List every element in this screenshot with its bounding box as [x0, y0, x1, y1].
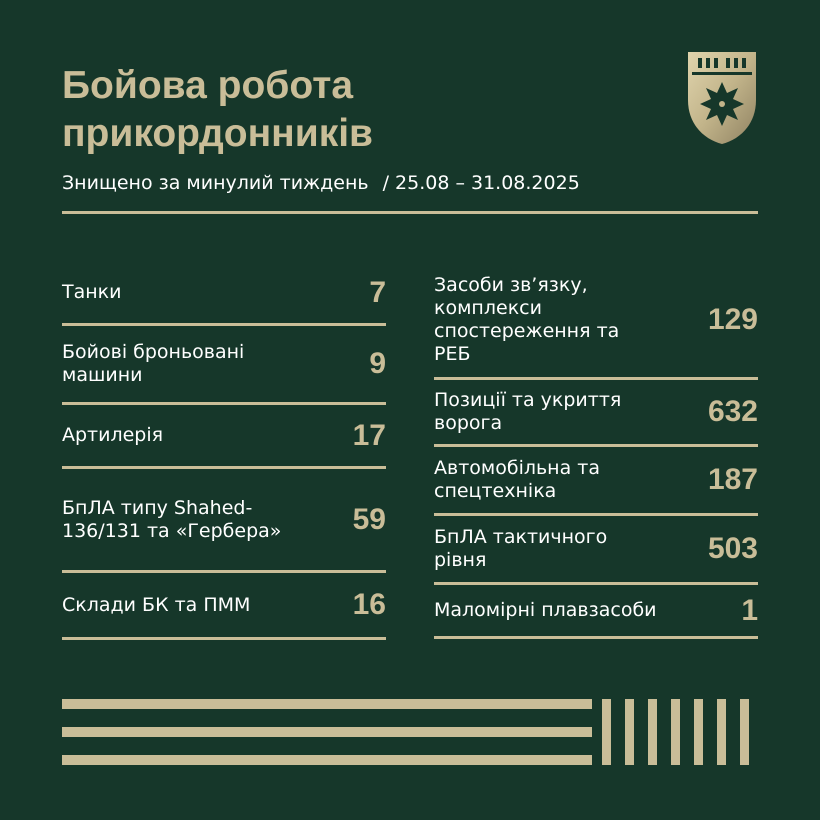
stat-label: Склади БК та ПММ	[62, 593, 251, 616]
stat-row	[62, 573, 386, 640]
title-line-2: прикордонників	[62, 112, 374, 155]
subtitle-text: Знищено за минулий тиждень	[62, 172, 369, 194]
stat-row	[434, 585, 758, 639]
stat-value: 9	[369, 347, 386, 380]
stat-label: БпЛА тактичного рівня	[434, 526, 608, 571]
stat-label: Маломірні плавзасоби	[434, 599, 657, 621]
title-line-1: Бойова робота	[62, 64, 354, 107]
stat-value: 503	[707, 532, 758, 565]
stat-value: 7	[369, 275, 386, 309]
page-title	[62, 62, 373, 158]
stat-row	[62, 326, 386, 405]
stat-label: Бойові броньовані машини	[62, 341, 245, 386]
stat-value: 16	[352, 588, 386, 621]
stat-value: 59	[352, 502, 386, 536]
stat-value: 1	[741, 593, 758, 627]
header-divider	[62, 211, 758, 214]
stat-row	[434, 380, 758, 447]
stat-row	[434, 516, 758, 585]
stats-left-column	[62, 262, 386, 640]
stat-value: 129	[707, 302, 758, 336]
subtitle-separator: /	[382, 172, 390, 194]
stat-row	[62, 405, 386, 469]
stat-row	[434, 262, 758, 380]
decorative-stripes	[62, 699, 758, 765]
subtitle	[62, 170, 580, 196]
border-guard-shield-cross-icon	[686, 50, 758, 146]
stat-row	[434, 447, 758, 516]
stat-row	[62, 262, 386, 326]
stat-label: Автомобільна та спецтехніка	[434, 457, 600, 502]
stat-label: Позиції та укриття ворога	[434, 389, 622, 434]
stat-label: Артилерія	[62, 424, 164, 446]
stats-right-column	[434, 262, 758, 639]
stat-row	[62, 469, 386, 573]
stat-label: Засоби зв’язку, комплекси спостереження та РЕБ	[434, 273, 620, 365]
subtitle-period: 25.08 – 31.08.2025	[395, 172, 580, 194]
stat-value: 187	[707, 463, 758, 496]
stat-value: 632	[707, 395, 758, 428]
stat-label: БпЛА типу Shahed-136/131 та «Гербера»	[62, 496, 282, 542]
stat-value: 17	[352, 418, 386, 452]
stat-label: Танки	[62, 281, 122, 303]
